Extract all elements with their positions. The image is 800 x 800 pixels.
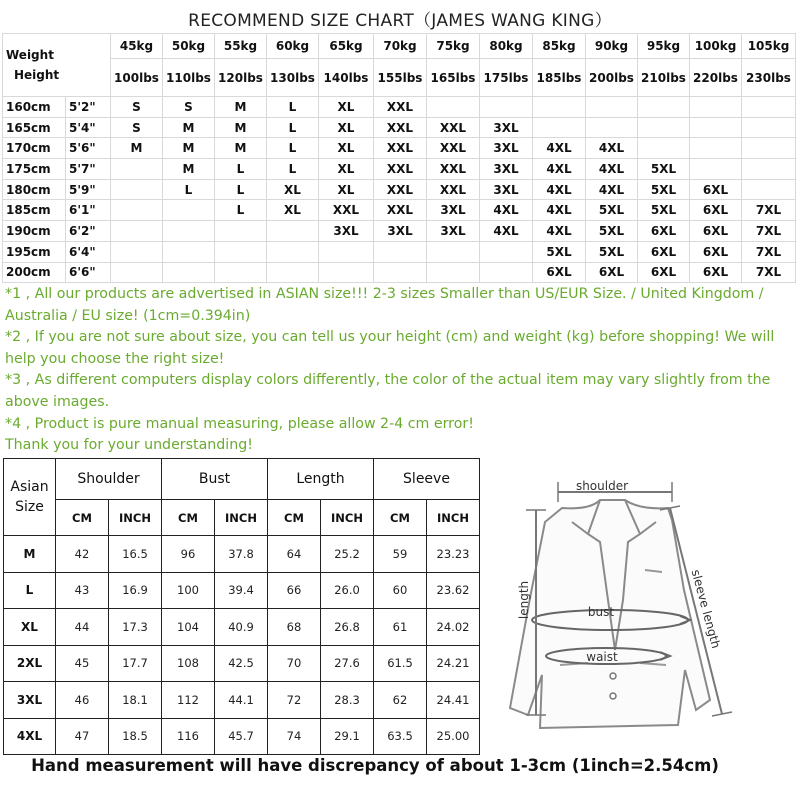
- size-name: L: [4, 572, 56, 609]
- size-cell: 6XL: [690, 241, 742, 262]
- measurement-value: 29.1: [321, 718, 374, 755]
- measurement-value: 26.8: [321, 609, 374, 646]
- size-cell: S: [163, 97, 215, 118]
- measurement-value: 40.9: [215, 609, 268, 646]
- size-cell: 3XL: [319, 221, 374, 242]
- size-cell: [374, 241, 427, 262]
- weight-lbs-header: 185lbs: [533, 59, 586, 97]
- measurement-value: 37.8: [215, 536, 268, 573]
- weight-lbs-header: 175lbs: [480, 59, 533, 97]
- size-cell: [533, 117, 586, 138]
- weight-kg-header: 50kg: [163, 34, 215, 59]
- size-cell: [111, 200, 163, 221]
- measurement-table: [3, 458, 480, 755]
- measurement-value: 45.7: [215, 718, 268, 755]
- size-cell: 3XL: [480, 179, 533, 200]
- weight-kg-header: 95kg: [638, 34, 690, 59]
- unit-header: INCH: [427, 500, 480, 536]
- size-cell: [586, 97, 638, 118]
- size-cell: 5XL: [638, 159, 690, 180]
- size-cell: [742, 138, 796, 159]
- measurement-value: 25.2: [321, 536, 374, 573]
- weight-kg-header: 105kg: [742, 34, 796, 59]
- height-ft: 6'1": [66, 200, 111, 221]
- bust-label: bust: [587, 605, 615, 619]
- size-cell: [638, 117, 690, 138]
- size-cell: 3XL: [427, 200, 480, 221]
- size-cell: XL: [319, 179, 374, 200]
- size-cell: M: [215, 138, 267, 159]
- size-cell: [163, 200, 215, 221]
- measurement-value: 108: [162, 645, 215, 682]
- size-chart-row: [3, 138, 796, 159]
- weight-lbs-header: 155lbs: [374, 59, 427, 97]
- size-cell: [690, 138, 742, 159]
- measurement-value: 42: [56, 536, 109, 573]
- size-cell: 6XL: [586, 262, 638, 283]
- height-ft: 6'6": [66, 262, 111, 283]
- size-cell: 7XL: [742, 200, 796, 221]
- measurement-value: 112: [162, 682, 215, 719]
- size-chart-row: [3, 221, 796, 242]
- size-cell: XXL: [427, 159, 480, 180]
- size-cell: 4XL: [480, 221, 533, 242]
- size-cell: 4XL: [480, 200, 533, 221]
- size-cell: XXL: [319, 200, 374, 221]
- size-cell: M: [163, 138, 215, 159]
- weight-kg-header: 65kg: [319, 34, 374, 59]
- size-cell: XL: [319, 97, 374, 118]
- height-cm: 165cm: [3, 117, 66, 138]
- size-cell: 3XL: [374, 221, 427, 242]
- size-cell: [215, 262, 267, 283]
- measurement-value: 23.62: [427, 572, 480, 609]
- size-cell: 4XL: [533, 138, 586, 159]
- measurement-value: 46: [56, 682, 109, 719]
- weight-lbs-header: 120lbs: [215, 59, 267, 97]
- size-label: Size: [15, 499, 44, 515]
- size-cell: [267, 241, 319, 262]
- height-cm: 170cm: [3, 138, 66, 159]
- size-cell: 6XL: [533, 262, 586, 283]
- measurement-value: 17.7: [109, 645, 162, 682]
- size-cell: 5XL: [638, 200, 690, 221]
- size-cell: 5XL: [586, 241, 638, 262]
- bust-header: Bust: [162, 459, 268, 500]
- height-ft: 6'4": [66, 241, 111, 262]
- size-cell: XL: [267, 179, 319, 200]
- measurement-value: 28.3: [321, 682, 374, 719]
- size-cell: [111, 159, 163, 180]
- size-cell: 6XL: [690, 179, 742, 200]
- size-cell: [480, 97, 533, 118]
- size-cell: [267, 262, 319, 283]
- asian-label: Asian: [10, 479, 49, 495]
- waist-label: waist: [586, 650, 618, 664]
- size-chart-row: [3, 241, 796, 262]
- weight-kg-header: 45kg: [111, 34, 163, 59]
- sleeve-header: Sleeve: [374, 459, 480, 500]
- size-cell: L: [267, 117, 319, 138]
- weight-kg-header: 90kg: [586, 34, 638, 59]
- size-cell: [163, 262, 215, 283]
- size-name: XL: [4, 609, 56, 646]
- size-cell: [427, 97, 480, 118]
- size-cell: 6XL: [690, 221, 742, 242]
- weight-lbs-header: 210lbs: [638, 59, 690, 97]
- size-cell: 4XL: [586, 138, 638, 159]
- measurement-value: 100: [162, 572, 215, 609]
- size-cell: XXL: [427, 117, 480, 138]
- height-ft: 5'2": [66, 97, 111, 118]
- measurement-value: 44.1: [215, 682, 268, 719]
- measurement-value: 63.5: [374, 718, 427, 755]
- measurement-value: 17.3: [109, 609, 162, 646]
- measurement-value: 104: [162, 609, 215, 646]
- measurement-value: 23.23: [427, 536, 480, 573]
- size-cell: 7XL: [742, 262, 796, 283]
- measurement-value: 61: [374, 609, 427, 646]
- unit-header: CM: [162, 500, 215, 536]
- measurement-value: 64: [268, 536, 321, 573]
- measurement-value: 25.00: [427, 718, 480, 755]
- size-chart: [2, 33, 796, 283]
- weight-height-corner: [3, 34, 111, 97]
- measurement-value: 43: [56, 572, 109, 609]
- size-cell: [742, 179, 796, 200]
- size-cell: [319, 241, 374, 262]
- note-thanks: Thank you for your understanding!: [5, 437, 253, 454]
- measurement-value: 72: [268, 682, 321, 719]
- size-cell: [427, 262, 480, 283]
- weight-label: Weight: [6, 48, 54, 62]
- measurement-value: 68: [268, 609, 321, 646]
- shoulder-header: Shoulder: [56, 459, 162, 500]
- size-cell: [690, 159, 742, 180]
- size-cell: 5XL: [638, 179, 690, 200]
- height-ft: 5'7": [66, 159, 111, 180]
- weight-lbs-header: 110lbs: [163, 59, 215, 97]
- height-ft: 5'4": [66, 117, 111, 138]
- measurement-value: 59: [374, 536, 427, 573]
- weight-kg-header: 55kg: [215, 34, 267, 59]
- size-name: 2XL: [4, 645, 56, 682]
- note-1: *1 , All our products are advertised in ASIAN size!!! 2-3 sizes Smaller than US/EUR Size. / United Kingdom / Australia / EU size! (1cm=0.394in): [5, 286, 764, 324]
- size-cell: [111, 262, 163, 283]
- size-cell: 6XL: [690, 262, 742, 283]
- measurement-value: 60: [374, 572, 427, 609]
- size-cell: [690, 97, 742, 118]
- measurement-value: 16.9: [109, 572, 162, 609]
- size-cell: 4XL: [533, 200, 586, 221]
- size-cell: XXL: [427, 179, 480, 200]
- size-cell: XXL: [374, 138, 427, 159]
- size-cell: [533, 97, 586, 118]
- measurement-value: 66: [268, 572, 321, 609]
- size-cell: 4XL: [533, 179, 586, 200]
- height-cm: 200cm: [3, 262, 66, 283]
- size-cell: L: [267, 159, 319, 180]
- size-cell: [215, 241, 267, 262]
- size-cell: [480, 241, 533, 262]
- size-cell: [111, 241, 163, 262]
- weight-kg-header: 85kg: [533, 34, 586, 59]
- unit-header: CM: [268, 500, 321, 536]
- weight-kg-header: 70kg: [374, 34, 427, 59]
- size-cell: [638, 138, 690, 159]
- length-header: Length: [268, 459, 374, 500]
- size-cell: 5XL: [586, 221, 638, 242]
- size-cell: [163, 221, 215, 242]
- size-cell: XXL: [374, 179, 427, 200]
- size-cell: [111, 221, 163, 242]
- size-chart-row: [3, 97, 796, 118]
- size-cell: XL: [267, 200, 319, 221]
- size-cell: L: [267, 138, 319, 159]
- note-2: *2 , If you are not sure about size, you can tell us your height (cm) and weight (kg) before shopping! We will help you choose the right size!: [5, 329, 775, 367]
- chart-title: RECOMMEND SIZE CHART（JAMES WANG KING）: [188, 11, 612, 31]
- measurement-value: 24.02: [427, 609, 480, 646]
- size-cell: M: [163, 117, 215, 138]
- size-chart-row: [3, 159, 796, 180]
- size-cell: [215, 221, 267, 242]
- weight-kg-header: 60kg: [267, 34, 319, 59]
- height-cm: 190cm: [3, 221, 66, 242]
- measurement-value: 18.5: [109, 718, 162, 755]
- unit-header: CM: [56, 500, 109, 536]
- size-name: M: [4, 536, 56, 573]
- measurement-value: 47: [56, 718, 109, 755]
- size-name: 3XL: [4, 682, 56, 719]
- measurement-value: 24.41: [427, 682, 480, 719]
- height-cm: 160cm: [3, 97, 66, 118]
- weight-lbs-header: 200lbs: [586, 59, 638, 97]
- size-name: 4XL: [4, 718, 56, 755]
- size-cell: L: [215, 159, 267, 180]
- size-cell: XL: [319, 138, 374, 159]
- measurement-value: 45: [56, 645, 109, 682]
- size-cell: [742, 159, 796, 180]
- weight-kg-header: 75kg: [427, 34, 480, 59]
- size-cell: XXL: [374, 159, 427, 180]
- measurement-value: 18.1: [109, 682, 162, 719]
- note-3: *3 , As different computers display colors differently, the color of the actual item may vary slightly from the above images.: [5, 372, 771, 410]
- size-cell: 4XL: [586, 159, 638, 180]
- measurement-value: 62: [374, 682, 427, 719]
- measurement-row: [4, 572, 480, 609]
- size-cell: 6XL: [638, 262, 690, 283]
- size-cell: [742, 97, 796, 118]
- measurement-row: [4, 645, 480, 682]
- size-chart-row: [3, 179, 796, 200]
- size-cell: 6XL: [638, 221, 690, 242]
- weight-lbs-header: 140lbs: [319, 59, 374, 97]
- weight-lbs-header: 165lbs: [427, 59, 480, 97]
- height-cm: 175cm: [3, 159, 66, 180]
- size-cell: XXL: [374, 117, 427, 138]
- measurement-value: 16.5: [109, 536, 162, 573]
- measurement-value: 96: [162, 536, 215, 573]
- size-cell: 6XL: [638, 241, 690, 262]
- size-cell: M: [215, 117, 267, 138]
- measurement-value: 61.5: [374, 645, 427, 682]
- size-cell: 3XL: [480, 117, 533, 138]
- size-cell: [690, 117, 742, 138]
- size-cell: [163, 241, 215, 262]
- footer-note: Hand measurement will have discrepancy of about 1-3cm (1inch=2.54cm): [31, 756, 719, 775]
- weight-kg-header: 100kg: [690, 34, 742, 59]
- size-cell: M: [163, 159, 215, 180]
- sleeve-label: sleeve length: [688, 568, 724, 650]
- measurement-value: 24.21: [427, 645, 480, 682]
- size-cell: 6XL: [690, 200, 742, 221]
- size-cell: XL: [319, 159, 374, 180]
- size-cell: L: [163, 179, 215, 200]
- measurement-row: [4, 718, 480, 755]
- unit-header: INCH: [109, 500, 162, 536]
- measurement-row: [4, 682, 480, 719]
- weight-lbs-header: 230lbs: [742, 59, 796, 97]
- size-cell: [480, 262, 533, 283]
- height-ft: 5'9": [66, 179, 111, 200]
- size-cell: XL: [319, 117, 374, 138]
- height-label: Height: [14, 68, 60, 82]
- size-cell: 7XL: [742, 221, 796, 242]
- size-cell: XXL: [427, 138, 480, 159]
- size-cell: [742, 117, 796, 138]
- measurement-value: 42.5: [215, 645, 268, 682]
- size-cell: M: [215, 97, 267, 118]
- size-cell: M: [111, 138, 163, 159]
- measurement-value: 74: [268, 718, 321, 755]
- size-cell: L: [215, 179, 267, 200]
- size-cell: 7XL: [742, 241, 796, 262]
- size-cell: [586, 117, 638, 138]
- measurement-value: 44: [56, 609, 109, 646]
- size-cell: [374, 262, 427, 283]
- size-cell: XXL: [374, 97, 427, 118]
- size-cell: XXL: [374, 200, 427, 221]
- size-cell: [638, 97, 690, 118]
- size-cell: [267, 221, 319, 242]
- size-cell: L: [267, 97, 319, 118]
- size-cell: 3XL: [480, 138, 533, 159]
- measurement-row: [4, 536, 480, 573]
- weight-lbs-header: 130lbs: [267, 59, 319, 97]
- size-chart-row: [3, 262, 796, 283]
- measurement-value: 27.6: [321, 645, 374, 682]
- size-cell: S: [111, 97, 163, 118]
- measurement-value: 26.0: [321, 572, 374, 609]
- measurement-value: 70: [268, 645, 321, 682]
- measurement-value: 39.4: [215, 572, 268, 609]
- size-cell: 5XL: [586, 200, 638, 221]
- size-cell: [427, 241, 480, 262]
- size-cell: 5XL: [533, 241, 586, 262]
- blazer-diagram: [500, 470, 800, 760]
- size-cell: [111, 179, 163, 200]
- size-chart-row: [3, 117, 796, 138]
- size-cell: [319, 262, 374, 283]
- weight-lbs-header: 100lbs: [111, 59, 163, 97]
- height-cm: 185cm: [3, 200, 66, 221]
- size-chart-row: [3, 200, 796, 221]
- size-cell: L: [215, 200, 267, 221]
- size-cell: 3XL: [427, 221, 480, 242]
- size-cell: S: [111, 117, 163, 138]
- height-cm: 180cm: [3, 179, 66, 200]
- measurement-value: 116: [162, 718, 215, 755]
- unit-header: INCH: [215, 500, 268, 536]
- asian-size-header: [4, 459, 56, 536]
- notes: [5, 284, 795, 457]
- note-4: *4 , Product is pure manual measuring, please allow 2-4 cm error!: [5, 415, 474, 432]
- weight-kg-header: 80kg: [480, 34, 533, 59]
- size-cell: 4XL: [586, 179, 638, 200]
- size-cell: 4XL: [533, 159, 586, 180]
- measurement-row: [4, 609, 480, 646]
- shoulder-label: shoulder: [575, 479, 629, 493]
- weight-lbs-header: 220lbs: [690, 59, 742, 97]
- unit-header: CM: [374, 500, 427, 536]
- size-cell: 4XL: [533, 221, 586, 242]
- unit-header: INCH: [321, 500, 374, 536]
- height-cm: 195cm: [3, 241, 66, 262]
- size-cell: 3XL: [480, 159, 533, 180]
- height-ft: 5'6": [66, 138, 111, 159]
- length-label: length: [517, 580, 531, 620]
- height-ft: 6'2": [66, 221, 111, 242]
